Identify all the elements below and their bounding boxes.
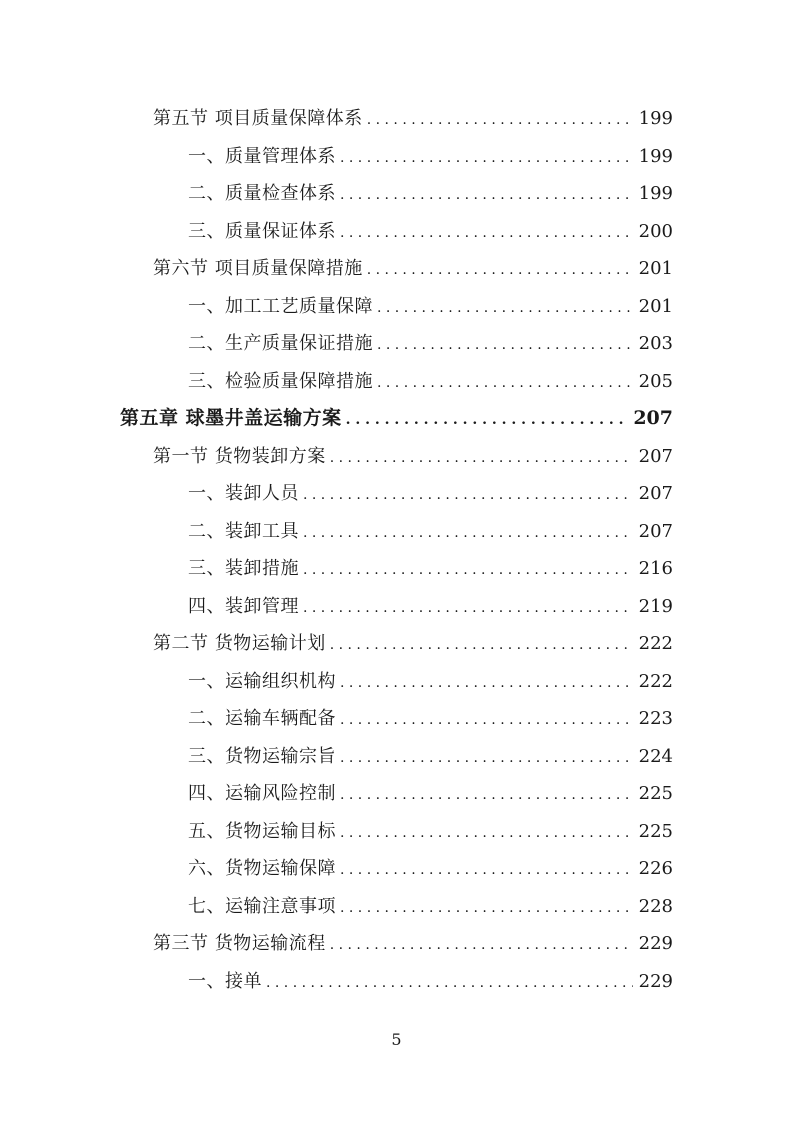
- toc-entry-page: 207: [638, 445, 673, 467]
- toc-entry-title: 三、装卸措施: [188, 558, 299, 579]
- toc-leader-dots: [367, 252, 633, 290]
- toc-entry-title: 第三节 货物运输流程: [153, 933, 326, 954]
- toc-entry-page: 199: [638, 183, 673, 204]
- toc-entry[interactable]: [120, 738, 673, 776]
- toc-entry[interactable]: [120, 775, 673, 813]
- toc-entry[interactable]: [120, 550, 673, 588]
- toc-entry-page: 223: [638, 708, 673, 729]
- toc-entry-page: 216: [638, 558, 673, 579]
- toc-entry-page: 199: [638, 145, 673, 167]
- toc-entry-title: 一、质量管理体系: [188, 145, 336, 167]
- toc-leader-dots: [340, 852, 633, 890]
- toc-entry-title: 四、装卸管理: [188, 595, 299, 617]
- toc-entry[interactable]: [120, 250, 673, 288]
- toc-entry[interactable]: [120, 363, 673, 401]
- toc-entry-page: 205: [638, 370, 673, 392]
- toc-entry-page: 229: [638, 933, 673, 954]
- toc-entry[interactable]: [120, 813, 673, 851]
- toc-entry[interactable]: [120, 625, 673, 663]
- toc-leader-dots: [340, 777, 633, 815]
- toc-entry-page: 199: [638, 108, 673, 129]
- toc-leader-dots: [340, 140, 633, 178]
- toc-entry[interactable]: [120, 700, 673, 738]
- toc-leader-dots: [330, 927, 633, 965]
- toc-leader-dots: [330, 440, 633, 478]
- toc-entry-title: 第六节 项目质量保障措施: [153, 258, 363, 279]
- toc-entry[interactable]: [120, 325, 673, 363]
- toc-entry-page: 207: [633, 407, 673, 429]
- toc-entry[interactable]: [120, 213, 673, 251]
- toc-entry-title: 第五章 球墨井盖运输方案: [120, 407, 342, 429]
- toc-leader-dots: [340, 815, 633, 853]
- toc-leader-dots: [377, 327, 633, 365]
- toc-entry-page: 228: [638, 895, 673, 917]
- toc-leader-dots: [340, 177, 633, 215]
- toc-entry-title: 七、运输注意事项: [188, 895, 336, 917]
- toc-entry-title: 六、货物运输保障: [188, 858, 336, 879]
- toc-entry[interactable]: [120, 925, 673, 963]
- toc-leader-dots: [340, 890, 633, 928]
- page-number: 5: [391, 1030, 402, 1049]
- toc-entry-page: 207: [638, 520, 673, 542]
- toc-leader-dots: [377, 290, 633, 328]
- toc-entry-title: 三、货物运输宗旨: [188, 745, 336, 767]
- toc-entry-title: 一、运输组织机构: [188, 670, 336, 692]
- toc-entry[interactable]: [120, 850, 673, 888]
- toc-entry-page: 200: [638, 220, 673, 242]
- toc-entry-page: 207: [638, 483, 673, 504]
- toc-entry-title: 三、质量保证体系: [188, 220, 336, 242]
- toc-entry-title: 二、质量检查体系: [188, 183, 336, 204]
- toc-entry[interactable]: [120, 513, 673, 551]
- toc-entry[interactable]: [120, 588, 673, 626]
- toc-entry-title: 五、货物运输目标: [188, 820, 336, 842]
- toc-entry-title: 四、运输风险控制: [188, 783, 336, 804]
- table-of-contents: [120, 100, 673, 1000]
- toc-entry-title: 第五节 项目质量保障体系: [153, 108, 363, 129]
- toc-chapter-entry[interactable]: [120, 400, 673, 438]
- toc-entry-page: 224: [638, 745, 673, 767]
- toc-entry-title: 三、检验质量保障措施: [188, 370, 373, 392]
- toc-leader-dots: [340, 215, 633, 253]
- toc-leader-dots: [340, 665, 633, 703]
- toc-leader-dots: [340, 702, 633, 740]
- toc-leader-dots: [303, 590, 633, 628]
- toc-entry-page: 222: [638, 633, 673, 654]
- toc-entry-title: 二、装卸工具: [188, 520, 299, 542]
- toc-entry-title: 二、运输车辆配备: [188, 708, 336, 729]
- toc-entry[interactable]: [120, 963, 673, 1001]
- toc-entry[interactable]: [120, 138, 673, 176]
- toc-entry[interactable]: [120, 100, 673, 138]
- toc-leader-dots: [377, 365, 633, 403]
- toc-leader-dots: [266, 965, 633, 1003]
- toc-entry[interactable]: [120, 288, 673, 326]
- toc-entry-page: 229: [638, 970, 673, 992]
- toc-entry-page: 225: [638, 820, 673, 842]
- toc-entry-title: 一、接单: [188, 970, 262, 992]
- toc-leader-dots: [303, 552, 633, 590]
- toc-leader-dots: [340, 740, 633, 778]
- toc-entry[interactable]: [120, 438, 673, 476]
- toc-entry-title: 第二节 货物运输计划: [153, 633, 326, 654]
- toc-leader-dots: [367, 102, 633, 140]
- toc-entry-title: 第一节 货物装卸方案: [153, 445, 326, 467]
- toc-entry-title: 一、装卸人员: [188, 483, 299, 504]
- toc-entry[interactable]: [120, 663, 673, 701]
- toc-entry-page: 219: [638, 595, 673, 617]
- toc-leader-dots: [303, 515, 633, 553]
- toc-entry-page: 203: [638, 333, 673, 354]
- toc-entry-page: 201: [638, 258, 673, 279]
- toc-entry-page: 226: [638, 858, 673, 879]
- toc-entry-title: 一、加工工艺质量保障: [188, 295, 373, 317]
- toc-leader-dots: [346, 402, 628, 440]
- toc-entry-page: 201: [638, 295, 673, 317]
- toc-entry-page: 225: [638, 783, 673, 804]
- toc-entry[interactable]: [120, 888, 673, 926]
- toc-leader-dots: [303, 477, 633, 515]
- toc-entry[interactable]: [120, 475, 673, 513]
- toc-entry-title: 二、生产质量保证措施: [188, 333, 373, 354]
- toc-entry-page: 222: [638, 670, 673, 692]
- toc-entry[interactable]: [120, 175, 673, 213]
- toc-leader-dots: [330, 627, 633, 665]
